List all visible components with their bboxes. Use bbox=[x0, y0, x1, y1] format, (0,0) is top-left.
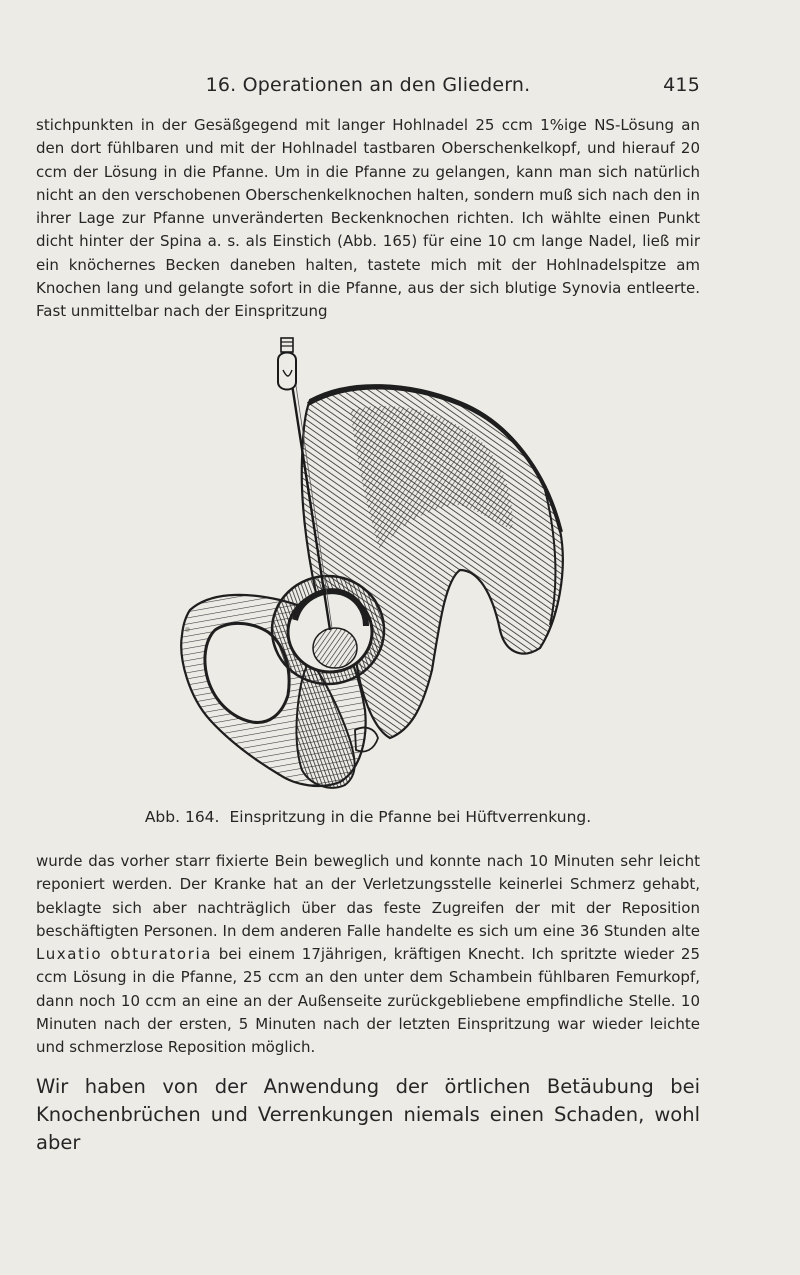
figure-caption bbox=[36, 808, 700, 826]
figure-caption-text: Einspritzung in die Pfanne bei Hüftverrenkung. bbox=[229, 808, 592, 826]
paragraph-1: stichpunkten in der Gesäßgegend mit langer Hohlnadel 25 ccm 1%ige NS-Lösung an den dort fühlbaren und mit der Hohlnadel tastbaren Oberschenkelkopf, und hierauf 20 ccm der Lösung in die Pfanne. Um in die Pfanne zu gelangen, kann man sich natürlich nicht an den verschobenen Oberschenkelknochen halten, sondern muß sich nach den in ihrer Lage zur Pfanne unveränderten Beckenknochen richten. Ich wählte einen Punkt dicht hinter der Spina a. s. als Einstich (Abb. 165) für eine 10 cm lange Nadel, ließ mir ein knöchernes Becken daneben halten, tastete mich mit der Hohlnadelspitze am Knochen lang und gelangte sofort in die Pfanne, aus der sich blutige Synovia entleerte. Fast unmittelbar nach der Einspritzung bbox=[36, 116, 700, 321]
chapter-title: 16. Operationen an den Gliedern. bbox=[205, 74, 531, 96]
page-number: 415 bbox=[663, 74, 700, 96]
figure-pelvis-illustration bbox=[160, 330, 580, 800]
pelvis-injection-drawing bbox=[160, 330, 580, 800]
paragraph-2-text-b: bei einem 17jährigen, kräftigen Knecht. Ich spritzte wieder 25 ccm Lösung in die Pfanne, 25 ccm an den unter dem Schambein fühlbaren Femurkopf, dann noch 10 ccm an eine an der Außenseite zurückgebliebene empfindliche Stelle. 10 Minuten nach der ersten, 5 Minuten nach der letzten Einspritzung war wieder leichte und schmerzlose Reposition möglich. bbox=[36, 945, 701, 1057]
paragraph-2-text-a: wurde das vorher starr fixierte Bein beweglich und konnte nach 10 Minuten sehr leicht reponiert werden. Der Kranke hat an der Verletzungsstelle keinerlei Schmerz gehabt, beklagte sich aber nachträglich über das feste Zugreifen der mit der Reposition beschäftigten Personen. In dem anderen Falle handelte es sich um eine 36 Stunden alte bbox=[36, 852, 700, 940]
paragraph-3: Wir haben von der Anwendung der örtlichen Betäubung bei Knochenbrüchen und Verrenkungen niemals einen Schaden, wohl aber bbox=[36, 1075, 700, 1154]
figure-number: Abb. 164. bbox=[144, 808, 220, 826]
paragraph-2 bbox=[36, 850, 700, 1060]
paragraph-2-spaced-term: Luxatio obturatoria bbox=[36, 945, 213, 964]
running-header bbox=[36, 74, 700, 104]
